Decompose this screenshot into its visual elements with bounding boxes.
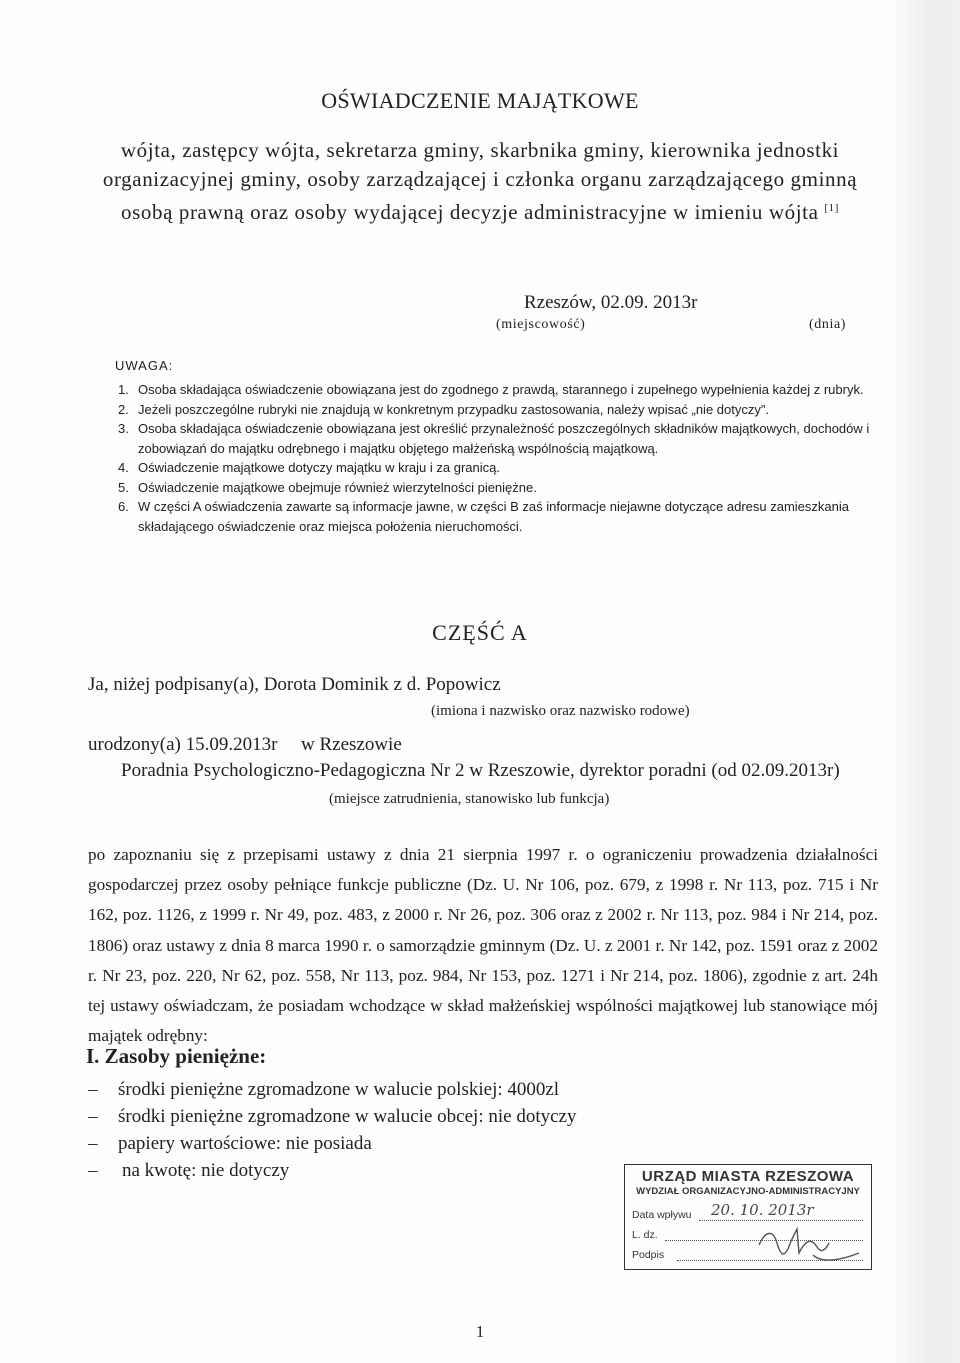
notes-list [110, 380, 880, 536]
note-item [110, 478, 880, 498]
asset-text: środki pieniężne zgromadzone w walucie polskiej: 4000zl [118, 1079, 560, 1100]
note-text: Oświadczenie majątkowe dotyczy majątku w kraju i za granicą. [138, 460, 500, 475]
asset-item [88, 1157, 576, 1184]
note-item [110, 458, 880, 478]
note-number: 5. [118, 479, 129, 495]
note-text: Jeżeli poszczególne rubryki nie znajdują w konkretnym przypadku zastosowania, należy wpisać „nie dotyczy". [138, 401, 770, 417]
stamp-signature-label: Podpis [632, 1249, 665, 1261]
note-number: 1. [118, 382, 129, 397]
stamp-dotted-line [699, 1220, 863, 1221]
asset-item [88, 1130, 576, 1157]
dash-bullet: – [88, 1079, 98, 1100]
office-received-stamp [624, 1164, 872, 1270]
stamp-received-label: Data wpływu [632, 1209, 692, 1221]
legal-statement: po zapoznaniu się z przepisami ustawy z dnia 21 sierpnia 1997 r. o ograniczeniu prowadzenia działalności gospodarczej przez osoby pełniące funkcje publiczne (Dz. U. Nr 106, poz. 679, z 1998 r. Nr 113, poz. 715 i Nr 162, poz. 1126, z 1999 r. Nr 49, poz. 483, z 2000 r. Nr 26, poz. 306 oraz z 2002 r. Nr 113, poz. 984 i Nr 214, poz. 1806) oraz ustawy z dnia 8 marca 1990 r. o samorządzie gminnym (Dz. U. z 2001 r. Nr 142, poz. 1591 oraz z 2002 r. Nr 23, poz. 220, Nr 62, poz. 558, Nr 113, poz. 984, Nr 153, poz. 1271 i Nr 214, poz. 1806), zgodnie z art. 24h tej ustawy oświadczam, że posiadam wchodzące w skład małżeńskiej wspólności majątkowej lub stanowiące mój majątek odrębny: [88, 845, 878, 1046]
employment-line: Poradnia Psychologiczno-Pedagogiczna Nr 2 w Rzeszowie, dyrektor poradni (od 02.09.2013r) [121, 760, 840, 781]
dash-bullet: – [88, 1133, 98, 1154]
place-caption: (miejscowość) [496, 317, 586, 332]
birth-date: urodzony(a) 15.09.2013r [88, 734, 278, 755]
employment-caption: (miejsce zatrudnienia, stanowisko lub funkcja) [329, 791, 610, 807]
asset-item [88, 1076, 576, 1103]
place-and-date: Rzeszów, 02.09. 2013r [524, 292, 698, 313]
scan-edge-shadow [890, 0, 960, 1363]
document-title: OŚWIADCZENIE MAJĄTKOWE [321, 88, 639, 113]
part-a-heading: CZĘŚĆ A [432, 620, 528, 645]
notes-heading: UWAGA: [115, 358, 174, 373]
dash-bullet: – [88, 1106, 98, 1127]
stamp-ref-label: L. dz. [632, 1229, 658, 1241]
asset-item [88, 1103, 576, 1130]
cash-assets-list [88, 1076, 576, 1184]
stamp-received-date: 20. 10. 2013r [711, 1201, 814, 1219]
note-item [110, 400, 880, 420]
asset-text: na kwotę: nie dotyczy [122, 1160, 290, 1181]
birth-place: w Rzeszowie [301, 734, 402, 755]
document-subtitle [80, 136, 880, 227]
asset-text: środki pieniężne zgromadzone w walucie obcej: nie dotyczy [118, 1106, 577, 1127]
subtitle-text: wójta, zastępcy wójta, sekretarza gminy, skarbnika gminy, kierownika jednostki organizacyjnej gminy, osoby zarządzającej i członka organu zarządzającego gminną osobą prawną oraz osoby wydającej decyzje administracyjne w imieniu wójta [102, 138, 858, 224]
note-text: W części A oświadczenia zawarte są informacje jawne, w części B zaś informacje niejawne dotyczące adresu zamieszkania składającego oświadczenie oraz miejsca położenia nieruchomości. [138, 499, 849, 534]
note-text: Osoba składająca oświadczenie obowiązana jest do zgodnego z prawdą, starannego i zupełnego wypełnienia każdej z rubryk. [138, 382, 864, 397]
footnote-reference: [1] [824, 202, 839, 214]
note-item [110, 419, 880, 458]
declarant-caption: (imiona i nazwisko oraz nazwisko rodowe) [431, 703, 690, 719]
declarant-line: Ja, niżej podpisany(a), Dorota Dominik z d. Popowicz [88, 674, 501, 695]
note-number: 2. [118, 401, 129, 417]
page-number: 1 [475, 1322, 485, 1341]
note-text: Osoba składająca oświadczenie obowiązana jest określić przynależność poszczególnych składników majątkowych, dochodów i zobowiązań do majątku odrębnego i majątku objętego małżeńską wspólnością majątkową. [138, 421, 870, 456]
stamp-department: WYDZIAŁ ORGANIZACYJNO-ADMINISTRACYJNY [636, 1186, 860, 1197]
note-item [110, 380, 880, 400]
dash-bullet: – [88, 1160, 98, 1181]
note-text: Oświadczenie majątkowe obejmuje również wierzytelności pieniężne. [138, 479, 537, 495]
note-number: 6. [118, 499, 129, 514]
section-heading-cash: I. Zasoby pieniężne: [86, 1044, 267, 1068]
note-number: 4. [118, 460, 129, 475]
note-item [110, 497, 880, 536]
handwritten-signature [755, 1223, 865, 1267]
note-number: 3. [118, 421, 129, 436]
date-caption: (dnia) [809, 317, 847, 332]
asset-text: papiery wartościowe: nie posiada [118, 1133, 372, 1154]
stamp-title: URZĄD MIASTA RZESZOWA [641, 1168, 855, 1185]
